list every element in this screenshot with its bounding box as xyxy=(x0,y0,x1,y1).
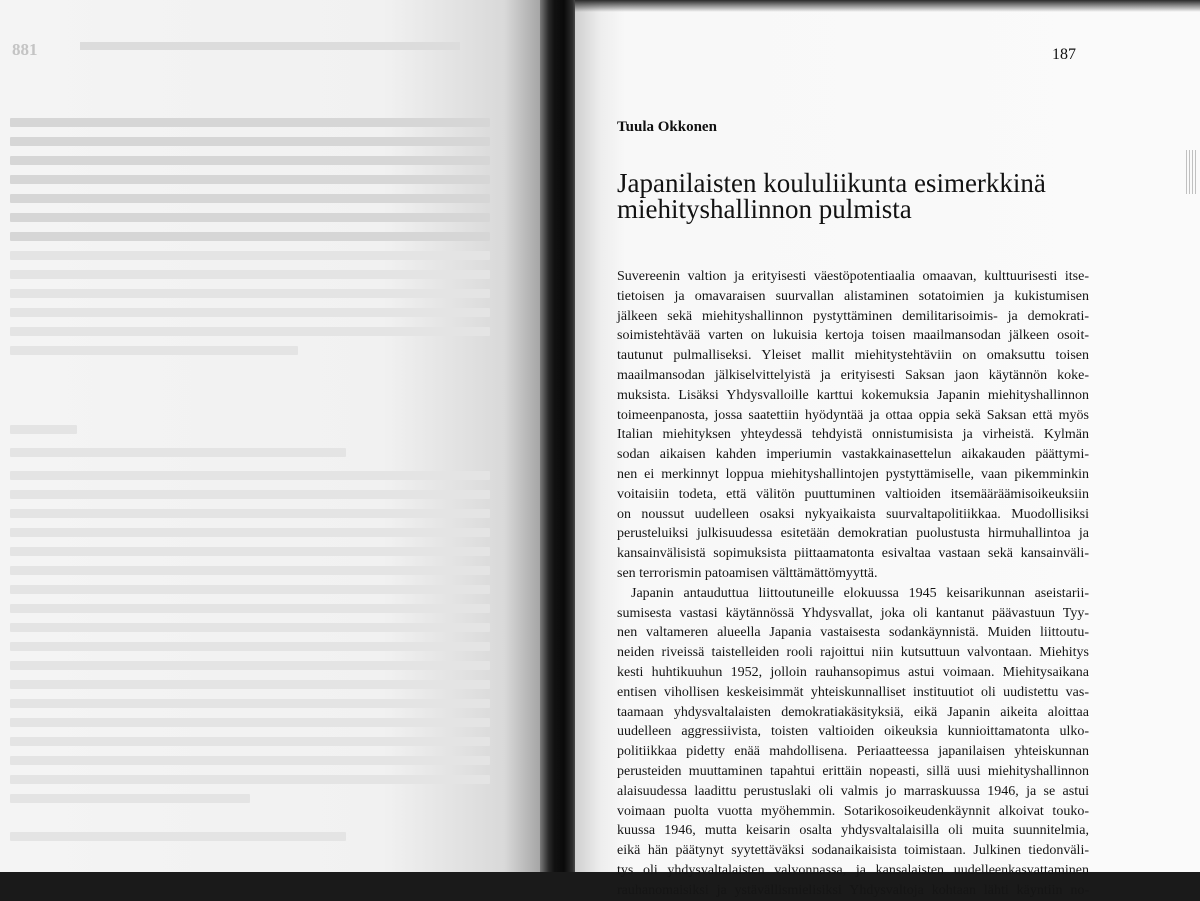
text-line: politiikkaa pidetty enää mahdollisena. Periaatteessa japanilaisen yhteiskunnan xyxy=(617,744,1089,760)
text-line: tietoisen ja omavaraisen suurvallan alistaminen sotatoimien ja kukistumisen xyxy=(617,288,1089,304)
title-line: Japanilaisten koululiikunta esimerkkinä xyxy=(617,168,1046,198)
text-line: sodan aikaisen kahden imperiumin vastakkainasettelun aikakauden päättymi- xyxy=(617,447,1089,463)
text-line: Suvereenin valtion ja erityisesti väestöpotentiaalia omaavan, kulttuurisesti itse- xyxy=(617,269,1089,284)
text-line: Italian miehityksen yhteydessä tehdyistä onnistumisista ja virheistä. Kylmän xyxy=(617,427,1089,443)
text-line: kansainvälisistä sopimuksista piittaamatonta esivaltaa vastaan sekä kansainväli- xyxy=(617,546,1089,562)
text-line: kesti huhtikuuhun 1952, jolloin rauhansopimus astui voimaan. Miehitysaikana xyxy=(617,664,1089,680)
text-line: sumisesta vastasi käytännössä Yhdysvallat, joka oli kantanut päävastuun Tyy- xyxy=(617,605,1089,621)
paragraph xyxy=(617,584,1089,901)
text-line: eikä hän päätynyt syytettäväksi sodanaikaisista toimistaan. Julkinen tiedonväli- xyxy=(617,843,1089,859)
text-line: tys oli yhdysvaltalaisten valvonnassa, ja kansalaisten uudelleenkasvattaminen xyxy=(617,862,1089,878)
faded-footnote xyxy=(10,832,490,851)
faded-text-block-summary xyxy=(10,425,490,813)
text-line: on noussut uudelleen osaksi nykyaikaista suurvaltapolitiikkaa. Muodollisiksi xyxy=(617,506,1089,522)
page-edge-mark xyxy=(1186,150,1196,194)
text-line: entisen vihollisen keskeisimmät yhteiskunnalliset instituutiot oli uudistettu vas- xyxy=(617,684,1089,700)
article-body xyxy=(617,267,1089,901)
left-page-bleedthrough xyxy=(0,0,548,872)
text-line: voimaan puolta vuotta myöhemmin. Sotarikosoikeudenkäynnit alkoivat touko- xyxy=(617,803,1089,819)
text-line: nen ei merkinnyt loppua miehityshallintojen pystyttämiselle, vaan pikemminkin xyxy=(617,466,1089,482)
paragraph xyxy=(617,267,1089,584)
text-line: jälkeen sekä miehityshallinnon pystyttäminen demilitarisoimis- ja demokrati- xyxy=(617,308,1089,324)
text-line: tautunut pulmalliseksi. Yleiset mallit miehitystehtäviin on omaksuttu toisen xyxy=(617,348,1089,364)
faded-text-block-top xyxy=(10,118,490,365)
text-line: sen terrorismin patoamisen välttämättömyyttä. xyxy=(617,565,878,581)
text-line: alaisuudessa laadittu perustuslaki oli valmis jo marraskuussa 1946, ja se astui xyxy=(617,783,1089,799)
text-line: soimistehtävää varten on lukuisia kertoja toisen maailmansodan jälkeen osoit- xyxy=(617,328,1089,344)
text-line: maailmansodan jälkiselvittelyistä ja erityisesti Saksan jaon käytännön koke- xyxy=(617,367,1089,383)
text-line: nen valtameren alueella Japania vastaisesta sodankäynnistä. Muiden liittoutu- xyxy=(617,625,1089,641)
text-line: perusteiden muuttaminen tapahtui erittäin nopeasti, sillä uusi miehityshallinnon xyxy=(617,763,1089,779)
text-line: rauhanomaisiksi ja ystävällismielisiksi Yhdysvaltoja kohtaan lähti käyntiin no- xyxy=(617,882,1089,898)
text-line: voitaisiin todeta, että välitön puuttuminen valtioiden itsemääräämisoikeuksiin xyxy=(617,486,1089,502)
author-name: Tuula Okkonen xyxy=(617,119,717,135)
faded-running-header xyxy=(80,42,460,50)
page-number: 187 xyxy=(1052,46,1076,63)
text-line: Japanin antauduttua liittoutuneille elokuussa 1945 keisarikunnan aseistarii- xyxy=(631,585,1089,601)
article-title xyxy=(617,170,1137,222)
text-line: taamaan yhdysvaltalaisten demokratiakäsityksiä, eikä Japanin aikeita aloittaa xyxy=(617,704,1089,720)
text-line: neiden riveissä taistelleiden rooli rajoittui niin kutsuttuun valvontaan. Miehitys xyxy=(617,645,1089,661)
page-top-shadow xyxy=(575,0,1200,12)
text-line: toimeenpanosta, jossa saatettiin hyödyntää ja ottaa oppia sekä Saksan että myös xyxy=(617,407,1089,423)
text-line: uudelleen aggressiivista, toisten valtioiden oikeuksia kunnioittamatonta ulko- xyxy=(617,724,1089,740)
faded-reverse-text xyxy=(0,0,548,872)
text-line: muksista. Lisäksi Yhdysvalloille karttui kokemuksia Japanin miehityshallinnon xyxy=(617,387,1089,403)
faded-page-number: 881 xyxy=(12,40,38,59)
text-line: perusteluiksi julkisuudessa esitetään demokratian puolustusta hirmuhallintoa ja xyxy=(617,526,1089,542)
right-page xyxy=(575,0,1200,898)
title-line: miehityshallinnon pulmista xyxy=(617,194,912,224)
text-line: kuussa 1946, mutta keisarin osalta yhdysvaltalaisilla oli muita suunnitelmia, xyxy=(617,823,1089,839)
